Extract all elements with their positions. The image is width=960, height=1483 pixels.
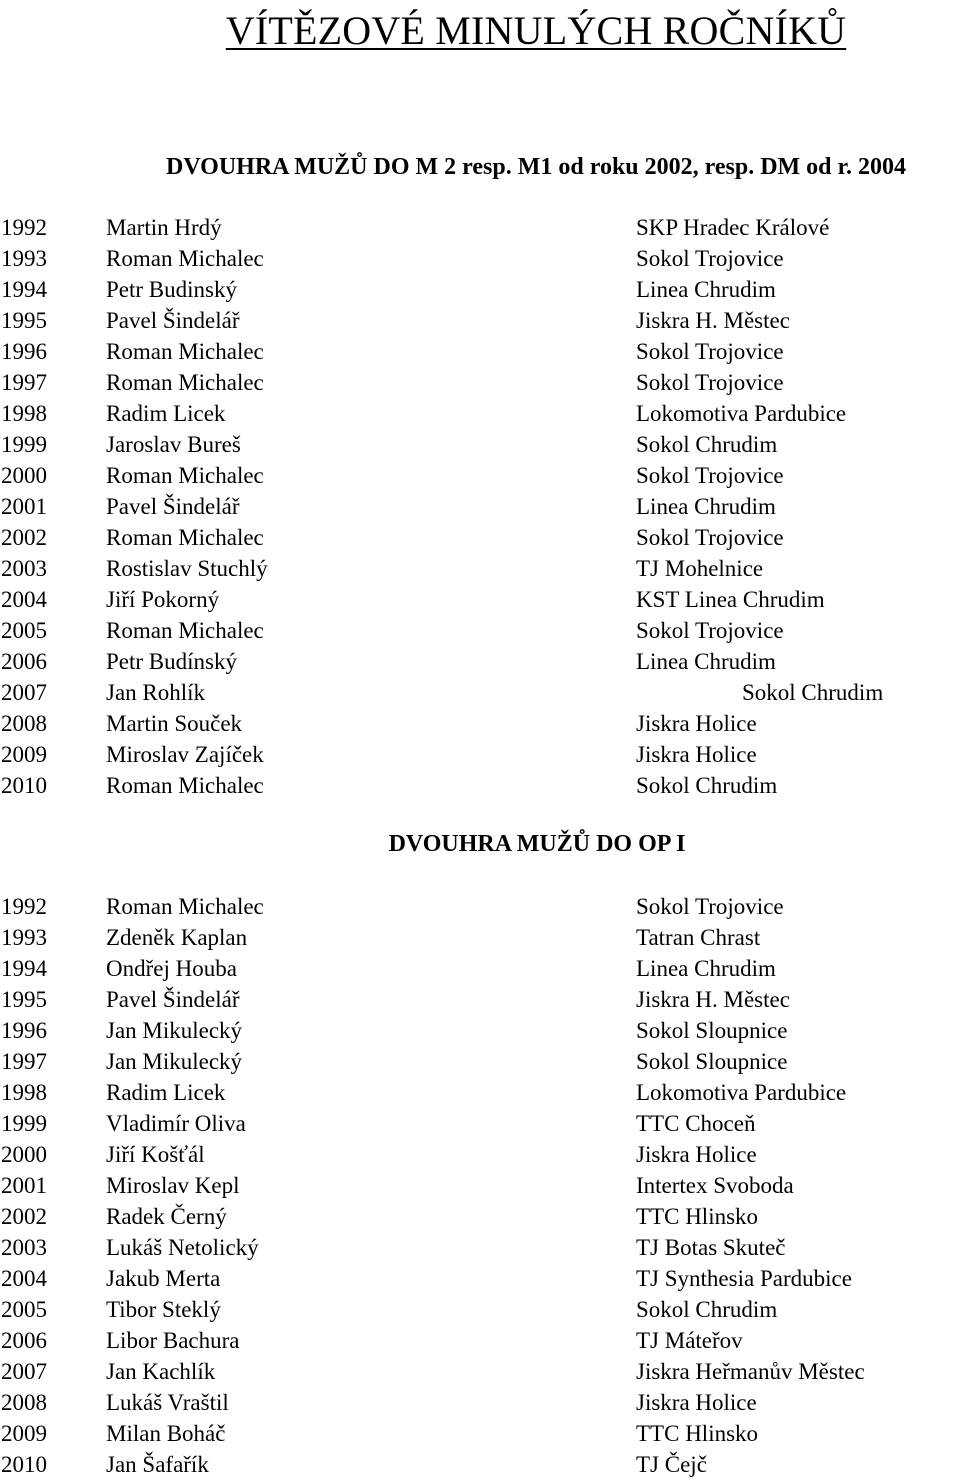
winner-name: Libor Bachura <box>106 1328 240 1353</box>
winner-row <box>0 770 960 801</box>
winner-name: Zdeněk Kaplan <box>106 925 248 950</box>
winner-name: Jan Kachlík <box>106 1359 216 1384</box>
winner-name: Pavel Šindelář <box>106 494 240 519</box>
winner-year: 2007 <box>1 680 47 705</box>
winner-name: Tibor Steklý <box>106 1297 221 1322</box>
winner-row <box>0 677 960 708</box>
winner-name: Pavel Šindelář <box>106 308 240 333</box>
winner-name: Jiří Košťál <box>106 1142 205 1167</box>
winner-club: TTC Choceň <box>636 1111 756 1136</box>
winner-club: Sokol Chrudim <box>636 773 778 798</box>
winner-club: TJ Máteřov <box>636 1328 743 1353</box>
winner-row <box>0 274 960 305</box>
winner-row <box>0 212 960 243</box>
winner-name: Jakub Merta <box>106 1266 221 1291</box>
section-heading-op1: DVOUHRA MUŽŮ DO OP I <box>388 831 686 857</box>
winner-name: Jiří Pokorný <box>106 587 220 612</box>
winner-name: Roman Michalec <box>106 246 264 271</box>
winner-year: 2001 <box>1 494 47 519</box>
winner-club: Jiskra Holice <box>636 1390 757 1415</box>
winner-club: Jiskra Holice <box>636 1142 757 1167</box>
winner-year: 2009 <box>1 1421 47 1446</box>
winner-club: KST Linea Chrudim <box>636 587 825 612</box>
winner-club: Jiskra H. Městec <box>636 987 790 1012</box>
winner-club: Linea Chrudim <box>636 494 776 519</box>
winner-name: Jan Mikulecký <box>106 1018 243 1043</box>
winner-year: 2010 <box>1 1452 47 1477</box>
winner-year: 1994 <box>1 277 47 302</box>
winner-year: 1993 <box>1 925 47 950</box>
winner-row <box>0 615 960 646</box>
winner-row <box>0 553 960 584</box>
winner-club: Sokol Trojovice <box>636 894 784 919</box>
winner-club: Sokol Sloupnice <box>636 1049 788 1074</box>
winner-row <box>0 398 960 429</box>
winner-year: 2004 <box>1 1266 47 1291</box>
winner-row <box>0 584 960 615</box>
winner-row <box>0 891 960 922</box>
winner-year: 2008 <box>1 711 47 736</box>
winner-club: Jiskra Holice <box>636 711 757 736</box>
winner-club: Jiskra H. Městec <box>636 308 790 333</box>
winner-year: 2000 <box>1 1142 47 1167</box>
winner-row <box>0 522 960 553</box>
winner-row <box>0 1356 960 1387</box>
winner-club: Sokol Chrudim <box>636 1297 778 1322</box>
winner-year: 1998 <box>1 401 47 426</box>
winner-row <box>0 1077 960 1108</box>
winner-year: 1999 <box>1 1111 47 1136</box>
winner-name: Rostislav Stuchlý <box>106 556 268 581</box>
winner-year: 2003 <box>1 1235 47 1260</box>
winner-name: Pavel Šindelář <box>106 987 240 1012</box>
winners-list-m2 <box>0 212 960 801</box>
winner-club: SKP Hradec Králové <box>636 215 830 240</box>
winner-club: Tatran Chrast <box>636 925 761 950</box>
winner-year: 2001 <box>1 1173 47 1198</box>
winner-club: Linea Chrudim <box>636 649 776 674</box>
winner-name: Roman Michalec <box>106 339 264 364</box>
winner-row <box>0 491 960 522</box>
winner-name: Roman Michalec <box>106 773 264 798</box>
winner-name: Miroslav Kepl <box>106 1173 240 1198</box>
winner-name: Roman Michalec <box>106 618 264 643</box>
winner-club: Sokol Chrudim <box>742 680 884 705</box>
winner-row <box>0 984 960 1015</box>
winner-row <box>0 336 960 367</box>
winner-club: TTC Hlinsko <box>636 1204 759 1229</box>
winner-name: Miroslav Zajíček <box>106 742 264 767</box>
winners-list-op1 <box>0 891 960 1480</box>
winner-year: 1992 <box>1 215 47 240</box>
winner-year: 2006 <box>1 649 47 674</box>
winner-year: 1997 <box>1 1049 47 1074</box>
section-heading-m2: DVOUHRA MUŽŮ DO M 2 resp. M1 od roku 2002, resp. DM od r. 2004 <box>166 154 906 180</box>
winner-row <box>0 646 960 677</box>
winner-row <box>0 1201 960 1232</box>
winner-row <box>0 367 960 398</box>
winner-club: Lokomotiva Pardubice <box>636 401 847 426</box>
winner-year: 2004 <box>1 587 47 612</box>
winner-club: TJ Mohelnice <box>636 556 764 581</box>
winner-year: 2005 <box>1 1297 47 1322</box>
winner-name: Radim Licek <box>106 401 226 426</box>
winner-name: Martin Souček <box>106 711 243 736</box>
winner-name: Lukáš Netolický <box>106 1235 259 1260</box>
winner-year: 1995 <box>1 308 47 333</box>
winner-club: Sokol Trojovice <box>636 525 784 550</box>
winner-row <box>0 1108 960 1139</box>
winner-year: 2010 <box>1 773 47 798</box>
winner-row <box>0 708 960 739</box>
winner-row <box>0 1015 960 1046</box>
winner-year: 1996 <box>1 339 47 364</box>
winner-name: Jan Rohlík <box>106 680 206 705</box>
winner-row <box>0 953 960 984</box>
winner-name: Roman Michalec <box>106 463 264 488</box>
winner-row <box>0 1449 960 1480</box>
winner-year: 2000 <box>1 463 47 488</box>
winner-row <box>0 1387 960 1418</box>
winner-club: Linea Chrudim <box>636 956 776 981</box>
winner-year: 2008 <box>1 1390 47 1415</box>
winner-year: 1993 <box>1 246 47 271</box>
winner-club: Sokol Trojovice <box>636 618 784 643</box>
winner-row <box>0 1139 960 1170</box>
winner-name: Roman Michalec <box>106 894 264 919</box>
winner-name: Petr Budínský <box>106 649 237 674</box>
page-title: VÍTĚZOVÉ MINULÝCH ROČNÍKŮ <box>225 8 847 53</box>
winner-row <box>0 1046 960 1077</box>
winner-club: TJ Čejč <box>636 1452 707 1477</box>
winner-row <box>0 429 960 460</box>
winner-row <box>0 1294 960 1325</box>
winner-club: Intertex Svoboda <box>636 1173 794 1198</box>
winner-club: Jiskra Holice <box>636 742 757 767</box>
winner-name: Roman Michalec <box>106 525 264 550</box>
winner-year: 2002 <box>1 1204 47 1229</box>
winner-row <box>0 1418 960 1449</box>
winner-club: TTC Hlinsko <box>636 1421 759 1446</box>
winner-name: Martin Hrdý <box>106 215 222 240</box>
winner-club: Jiskra Heřmanův Městec <box>636 1359 865 1384</box>
winner-club: Linea Chrudim <box>636 277 776 302</box>
winner-club: TJ Synthesia Pardubice <box>636 1266 852 1291</box>
winner-year: 2007 <box>1 1359 47 1384</box>
winner-name: Roman Michalec <box>106 370 264 395</box>
winner-row <box>0 460 960 491</box>
winner-year: 1995 <box>1 987 47 1012</box>
winner-year: 1992 <box>1 894 47 919</box>
winner-club: Lokomotiva Pardubice <box>636 1080 847 1105</box>
winner-year: 2005 <box>1 618 47 643</box>
winner-club: Sokol Trojovice <box>636 463 784 488</box>
winner-row <box>0 243 960 274</box>
winner-name: Vladimír Oliva <box>106 1111 246 1136</box>
winner-name: Petr Budinský <box>106 277 237 302</box>
winner-year: 1999 <box>1 432 47 457</box>
winner-year: 2006 <box>1 1328 47 1353</box>
winner-row <box>0 1170 960 1201</box>
winner-year: 1994 <box>1 956 47 981</box>
winner-year: 1996 <box>1 1018 47 1043</box>
winner-row <box>0 1325 960 1356</box>
winner-name: Jaroslav Bureš <box>106 432 241 457</box>
winner-row <box>0 1232 960 1263</box>
winner-name: Ondřej Houba <box>106 956 237 981</box>
winner-name: Jan Mikulecký <box>106 1049 243 1074</box>
winner-club: Sokol Chrudim <box>636 432 778 457</box>
winner-year: 2009 <box>1 742 47 767</box>
winner-year: 2002 <box>1 525 47 550</box>
winner-year: 1997 <box>1 370 47 395</box>
winner-year: 2003 <box>1 556 47 581</box>
winner-club: TJ Botas Skuteč <box>636 1235 786 1260</box>
winner-name: Jan Šafařík <box>106 1452 209 1477</box>
winner-row <box>0 305 960 336</box>
winner-year: 1998 <box>1 1080 47 1105</box>
winner-name: Lukáš Vraštil <box>106 1390 229 1415</box>
winner-name: Radek Černý <box>106 1204 227 1229</box>
winner-name: Milan Boháč <box>106 1421 226 1446</box>
winner-row <box>0 922 960 953</box>
winner-row <box>0 739 960 770</box>
winner-row <box>0 1263 960 1294</box>
winner-name: Radim Licek <box>106 1080 226 1105</box>
winner-club: Sokol Trojovice <box>636 246 784 271</box>
winner-club: Sokol Trojovice <box>636 370 784 395</box>
winner-club: Sokol Sloupnice <box>636 1018 788 1043</box>
winner-club: Sokol Trojovice <box>636 339 784 364</box>
